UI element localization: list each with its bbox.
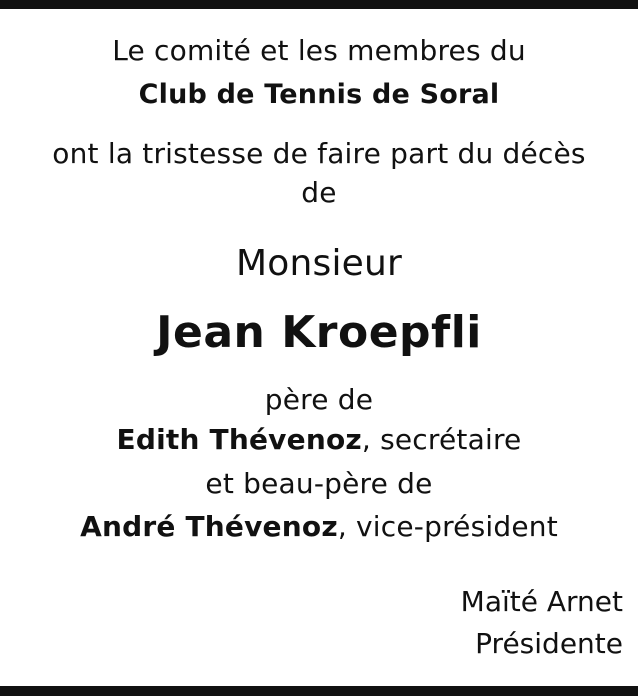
relative-line-1 — [0, 423, 638, 456]
intro-text: Le comité et les membres du — [112, 34, 526, 67]
club-name: Club de Tennis de Soral — [138, 79, 500, 110]
deceased-name: Jean Kroepfli — [156, 307, 482, 358]
relative-2-role: , vice-président — [337, 510, 558, 543]
relative-2-name: André Thévenoz — [80, 510, 338, 543]
announcement-text: ont la tristesse de faire part du décès — [52, 137, 586, 170]
signatory-title: Présidente — [475, 627, 623, 660]
relative-1-role: , secrétaire — [361, 423, 522, 456]
relation-father-in-law: et beau-père de — [205, 467, 433, 500]
relation-father: père de — [264, 383, 374, 416]
top-border — [0, 0, 638, 9]
announcement-end: de — [301, 176, 337, 209]
relative-1-name: Edith Thévenoz — [116, 423, 362, 456]
signatory-name: Maïté Arnet — [460, 585, 623, 618]
relative-line-2 — [0, 510, 638, 543]
honorific: Monsieur — [235, 243, 403, 284]
bottom-border — [0, 686, 638, 696]
